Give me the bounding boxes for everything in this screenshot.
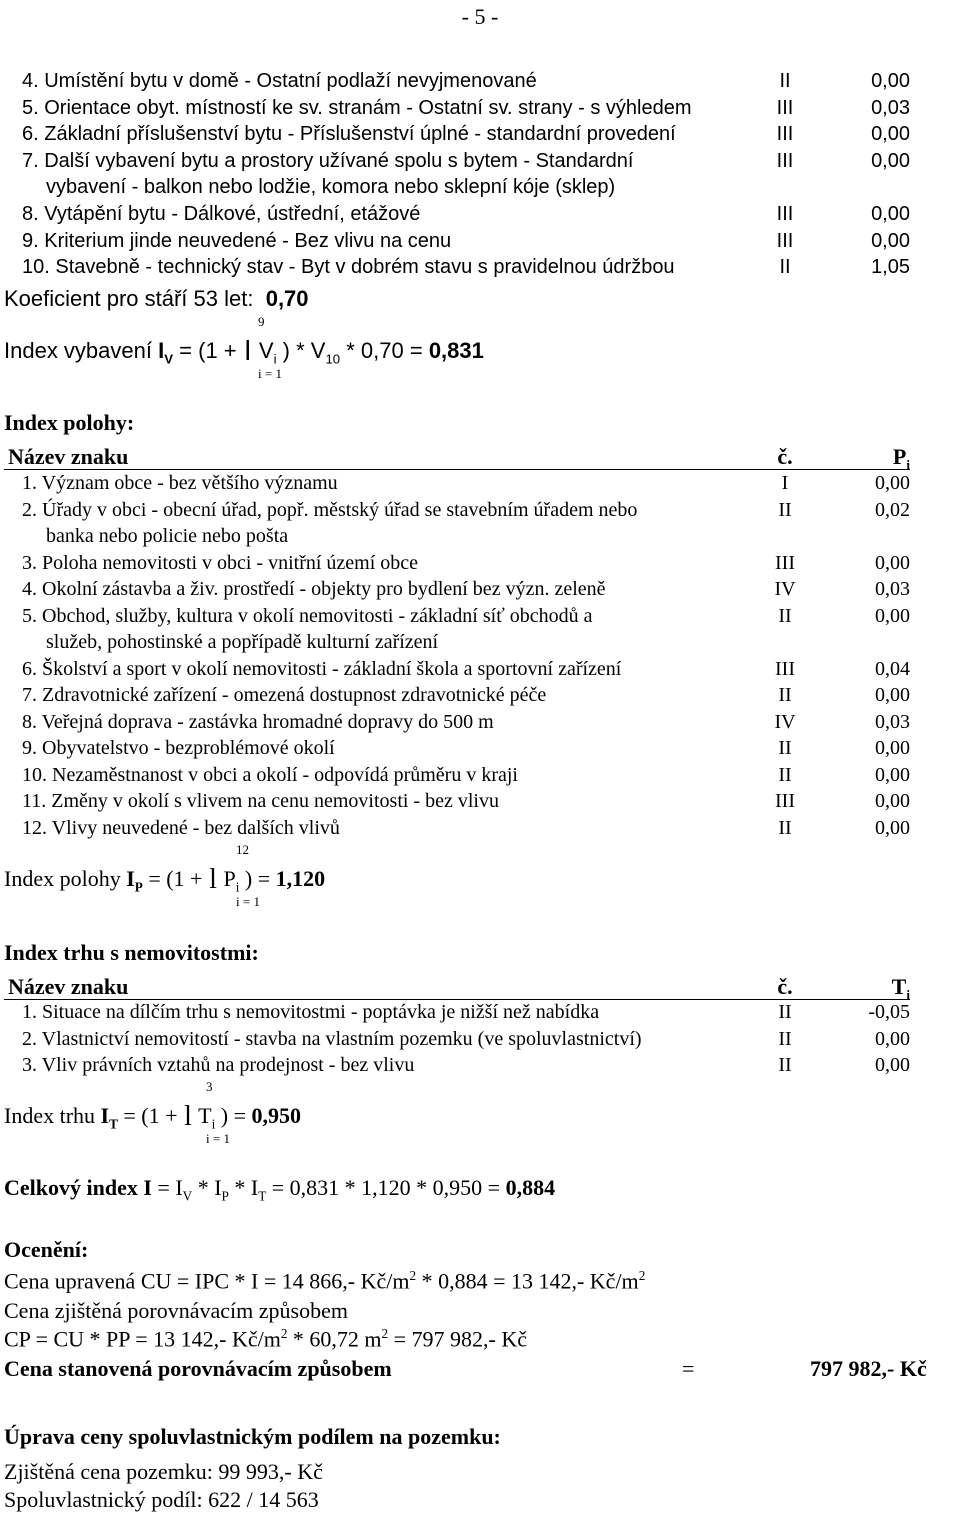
item-text: 2. Vlastnictví nemovitostí - stavba na vlastním pozemku (ve spoluvlastnictví) (22, 1027, 642, 1050)
market-title: Index trhu s nemovitostmi: (4, 940, 259, 965)
item-text: 12. Vlivy neuvedené - bez dalších vlivů (22, 816, 340, 839)
market-item (0, 1054, 960, 1080)
item-category: III (776, 96, 794, 119)
item-value: 0,00 (871, 149, 910, 172)
item-category: II (779, 256, 791, 279)
item-category: II (778, 1001, 792, 1023)
location-item (0, 790, 960, 816)
item-text: 6. Základní příslušenství bytu - Příslušenství úplné - standardní provedení (22, 123, 676, 146)
market-header-rule (4, 999, 910, 1000)
valuation-final-value: 797 982,- Kč (810, 1356, 927, 1381)
item-value: 0,00 (875, 816, 910, 839)
location-item (0, 605, 960, 631)
equipment-item (0, 123, 960, 149)
equipment-item (0, 150, 960, 176)
item-category: II (778, 1054, 792, 1076)
item-text: 2. Úřady v obci - obecní úřad, popř. městský úřad se stavebním úřadem nebo (22, 498, 638, 521)
location-item (0, 525, 960, 551)
item-category: II (778, 498, 792, 521)
location-item (0, 764, 960, 790)
item-value: 0,03 (875, 710, 910, 733)
valuation-title: Ocenění: (4, 1237, 89, 1262)
age-coefficient: Koeficient pro stáří 53 let: 0,70 (4, 286, 309, 311)
co-ownership-land-price: Zjištěná cena pozemku: 99 993,- Kč (4, 1459, 323, 1484)
item-value: 0,00 (875, 684, 910, 706)
item-text: 4. Umístění bytu v domě - Ostatní podlaží nevyjmenované (22, 70, 537, 92)
item-text: 11. Změny v okolí s vlivem na cenu nemovitosti - bez vlivu (22, 790, 499, 812)
item-value: 0,00 (875, 1054, 910, 1076)
index-location-formula: Index polohy $I_P = (1 + l$ $P_i$ ) = 1,120 (4, 864, 326, 895)
item-category: III (776, 123, 794, 146)
total-index: Celkový index $I = I_V * I_P * I_T = 0,831 * 1,120 * 0,950 = 0,884$ (4, 1175, 556, 1204)
co-ownership-title: Úprava ceny spoluvlastnickým podílem na pozemku: (4, 1424, 501, 1449)
location-item (0, 711, 960, 737)
item-category: II (778, 737, 792, 759)
item-category: II (778, 763, 792, 786)
sum-lower-limit: i = 1 (206, 1131, 230, 1146)
item-text: 1. Situace na dílčím trhu s nemovitostmi - poptávka je nižší než nabídka (22, 1001, 600, 1023)
item-text: vybavení - balkon nebo lodžie, komora nebo sklepní kóje (sklep) (46, 176, 616, 199)
item-value: 0,00 (871, 70, 910, 92)
sum-upper-limit: 3 (206, 1079, 213, 1094)
item-category: III (775, 790, 795, 812)
location-item (0, 817, 960, 843)
equipment-item (0, 70, 960, 96)
item-value: 0,00 (871, 229, 910, 252)
index-market-formula: Index trhu $I_T = (1 + l$ $T_i$ ) = 0,950 (4, 1101, 301, 1132)
item-value: 0,00 (871, 123, 910, 146)
market-item (0, 1001, 960, 1027)
item-category: III (775, 551, 795, 574)
valuation-final-label: Cena stanovená porovnávacím způsobem (4, 1356, 392, 1381)
equipment-item (0, 230, 960, 256)
item-value: 0,00 (875, 604, 910, 627)
valuation-final-eq: = (682, 1356, 695, 1381)
location-header-rule (4, 469, 910, 470)
item-category: I (781, 472, 789, 494)
item-text: služeb, pohostinské a popřípadě kulturní zařízení (46, 631, 439, 653)
item-category: III (775, 657, 795, 680)
valuation-method-label: Cena zjištěná porovnávacím způsobem (4, 1298, 348, 1323)
location-item (0, 631, 960, 657)
item-text: 8. Veřejná doprava - zastávka hromadné dopravy do 500 m (22, 710, 494, 733)
item-category: IV (774, 710, 796, 733)
market-item (0, 1028, 960, 1054)
item-text: 7. Další vybavení bytu a prostory užívané spolu s bytem - Standardní (22, 149, 634, 172)
sum-lower-limit: i = 1 (258, 366, 282, 381)
item-value: -0,05 (868, 1001, 910, 1023)
co-ownership-share: Spoluvlastnický podíl: 622 / 14 563 (4, 1487, 319, 1512)
equipment-item (0, 256, 960, 282)
equipment-item (0, 176, 960, 202)
sum-upper-limit: 9 (258, 314, 265, 329)
sum-symbol-icon: l (184, 1101, 192, 1132)
item-value: 0,00 (875, 763, 910, 786)
sum-symbol-icon: l (244, 335, 251, 366)
item-category: II (778, 684, 792, 706)
location-item (0, 658, 960, 684)
item-text: banka nebo policie nebo pošta (46, 525, 289, 547)
location-item (0, 552, 960, 578)
item-text: 1. Význam obce - bez většího významu (22, 472, 338, 494)
item-text: 3. Poloha nemovitosti v obci - vnitřní území obce (22, 551, 419, 574)
index-equipment-formula: Index vybavení $I_V = (1 + l$ $V_i$ ) * $V_{10} * 0,70 = 0,831$ (4, 335, 484, 367)
item-value: 0,00 (875, 1027, 910, 1050)
sum-symbol-icon: l (209, 864, 217, 895)
item-text: 3. Vliv právních vztahů na prodejnost - bez vlivu (22, 1054, 415, 1076)
item-category: III (776, 149, 794, 172)
item-value: 0,00 (875, 551, 910, 574)
item-category: II (778, 816, 792, 839)
item-text: 9. Obyvatelstvo - bezproblémové okolí (22, 737, 335, 759)
location-header: Název znaku č. $P_i$ (8, 444, 910, 473)
item-value: 0,00 (875, 790, 910, 812)
item-category: III (776, 229, 794, 252)
item-category: II (778, 604, 792, 627)
location-item (0, 684, 960, 710)
item-category: IV (774, 578, 796, 600)
item-text: 9. Kriterium jinde neuvedené - Bez vlivu na cenu (22, 229, 452, 252)
item-text: 4. Okolní zástavba a živ. prostředí - objekty pro bydlení bez význ. zeleně (22, 578, 606, 600)
item-value: 1,05 (871, 256, 910, 279)
item-value: 0,00 (871, 203, 910, 225)
item-category: II (778, 1027, 792, 1050)
item-text: 6. Školství a sport v okolí nemovitosti - základní škola a sportovní zařízení (22, 657, 622, 680)
sum-lower-limit: i = 1 (236, 894, 260, 909)
equipment-item (0, 97, 960, 123)
item-text: 5. Obchod, služby, kultura v okolí nemovitosti - základní síť obchodů a (22, 604, 593, 627)
item-value: 0,04 (875, 657, 910, 680)
valuation-calculation: CP = CU * PP = 13 142,- $Kč/m^2 * 60,72$ $m^2 = 797$ 982,- Kč (4, 1326, 528, 1352)
item-value: 0,00 (875, 472, 910, 494)
item-value: 0,00 (875, 737, 910, 759)
page-number: - 5 - (461, 4, 499, 29)
item-value: 0,02 (875, 498, 910, 521)
item-value: 0,03 (871, 96, 910, 119)
item-text: 8. Vytápění bytu - Dálkové, ústřední, etážové (22, 203, 421, 225)
item-text: 7. Zdravotnické zařízení - omezená dostupnost zdravotnické péče (22, 684, 547, 706)
item-category: II (779, 70, 791, 92)
location-item (0, 499, 960, 525)
item-text: 5. Orientace obyt. místností ke sv. stranám - Ostatní sv. strany - s výhledem (22, 96, 692, 119)
item-category: III (776, 203, 794, 225)
valuation-adjusted-price: Cena upravená CU = IPC * I = 14 866,- $Kč/m^2 * 0,884 = 13$ 142,- $Kč/m^2$ (4, 1268, 646, 1294)
item-text: 10. Stavebně - technický stav - Byt v dobrém stavu s pravidelnou údržbou (22, 256, 675, 279)
item-value: 0,03 (875, 578, 910, 600)
location-item (0, 737, 960, 763)
location-title: Index polohy: (4, 410, 135, 435)
location-item (0, 472, 960, 498)
market-header: Název znaku č. $T_i$ (8, 974, 910, 1003)
sum-upper-limit: 12 (236, 842, 249, 857)
item-text: 10. Nezaměstnanost v obci a okolí - odpovídá průměru v kraji (22, 763, 518, 786)
location-item (0, 578, 960, 604)
equipment-item (0, 203, 960, 229)
